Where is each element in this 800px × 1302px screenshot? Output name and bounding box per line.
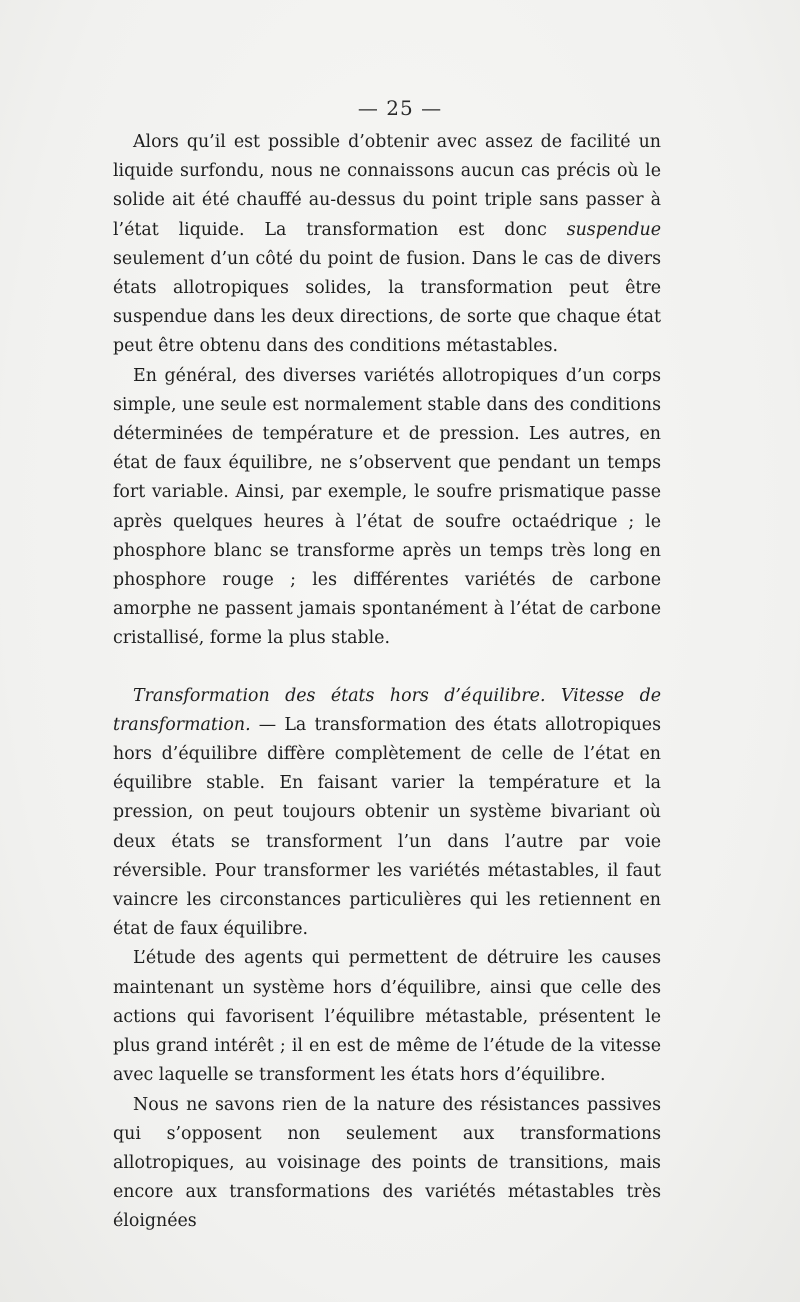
paragraph-5: Nous ne savons rien de la nature des résistances passives qui s’opposent non seulement aux transformations allotropiques, au voisinage des points de transitions, mais encore aux transformations des variétés métastables très éloignées bbox=[113, 1094, 661, 1232]
paragraph-1-part-1: Alors qu’il est possible d’obtenir avec assez de facilité un liquide surfondu, nous ne connaissons aucun cas précis où le solide ait été chauffé au-dessus du point triple sans passer à l’état liquide. La transformation est donc bbox=[113, 132, 661, 240]
body-text bbox=[113, 128, 661, 1237]
page-number: — 25 — bbox=[357, 96, 443, 120]
paragraph-4: L’étude des agents qui permettent de détruire les causes maintenant un système hors d’équilibre, ainsi que celle des actions qui favorisent l’équilibre métastable, présentent le plus grand intérêt ; il en est de même de l’étude de la vitesse avec laquelle se transforment les états hors d’équilibre. bbox=[113, 948, 661, 1086]
paragraph-1-part-2: seulement d’un côté du point de fusion. Dans le cas de divers états allotropiques solides, la transformation peut être suspendue dans les deux directions, de sorte que chaque état peut être obtenu dans des conditions métastables. bbox=[113, 248, 661, 357]
paragraph-1-emphasis: suspendue bbox=[566, 219, 661, 240]
paragraph-3-body: — La transformation des états allotropiques hors d’équilibre diffère complètement de celle de l’état en équilibre stable. En faisant varier la température et la pression, on peut toujours obtenir un système bivariant où deux états se transforment l’un dans l’autre par voie réversible. Pour transformer les variétés métastables, il faut vaincre les circonstances particulières qui les retiennent en état de faux équilibre. bbox=[113, 714, 661, 940]
paragraph-1 bbox=[113, 128, 661, 362]
paragraph-3 bbox=[113, 682, 661, 945]
paragraph-2: En général, des diverses variétés allotropiques d’un corps simple, une seule est normalement stable dans des conditions déterminées de température et de pression. Les autres, en état de faux équilibre, ne s’observent que pendant un temps fort variable. Ainsi, par exemple, le soufre prismatique passe après quelques heures à l’état de soufre octaédrique ; le phosphore blanc se transforme après un temps très long en phosphore rouge ; les différentes variétés de carbone amorphe ne passent jamais spontanément à l’état de carbone cristallisé, forme la plus stable. bbox=[113, 365, 661, 649]
section-title: Transformation des états hors d’équilibre. Vitesse de transformation. bbox=[113, 685, 661, 735]
